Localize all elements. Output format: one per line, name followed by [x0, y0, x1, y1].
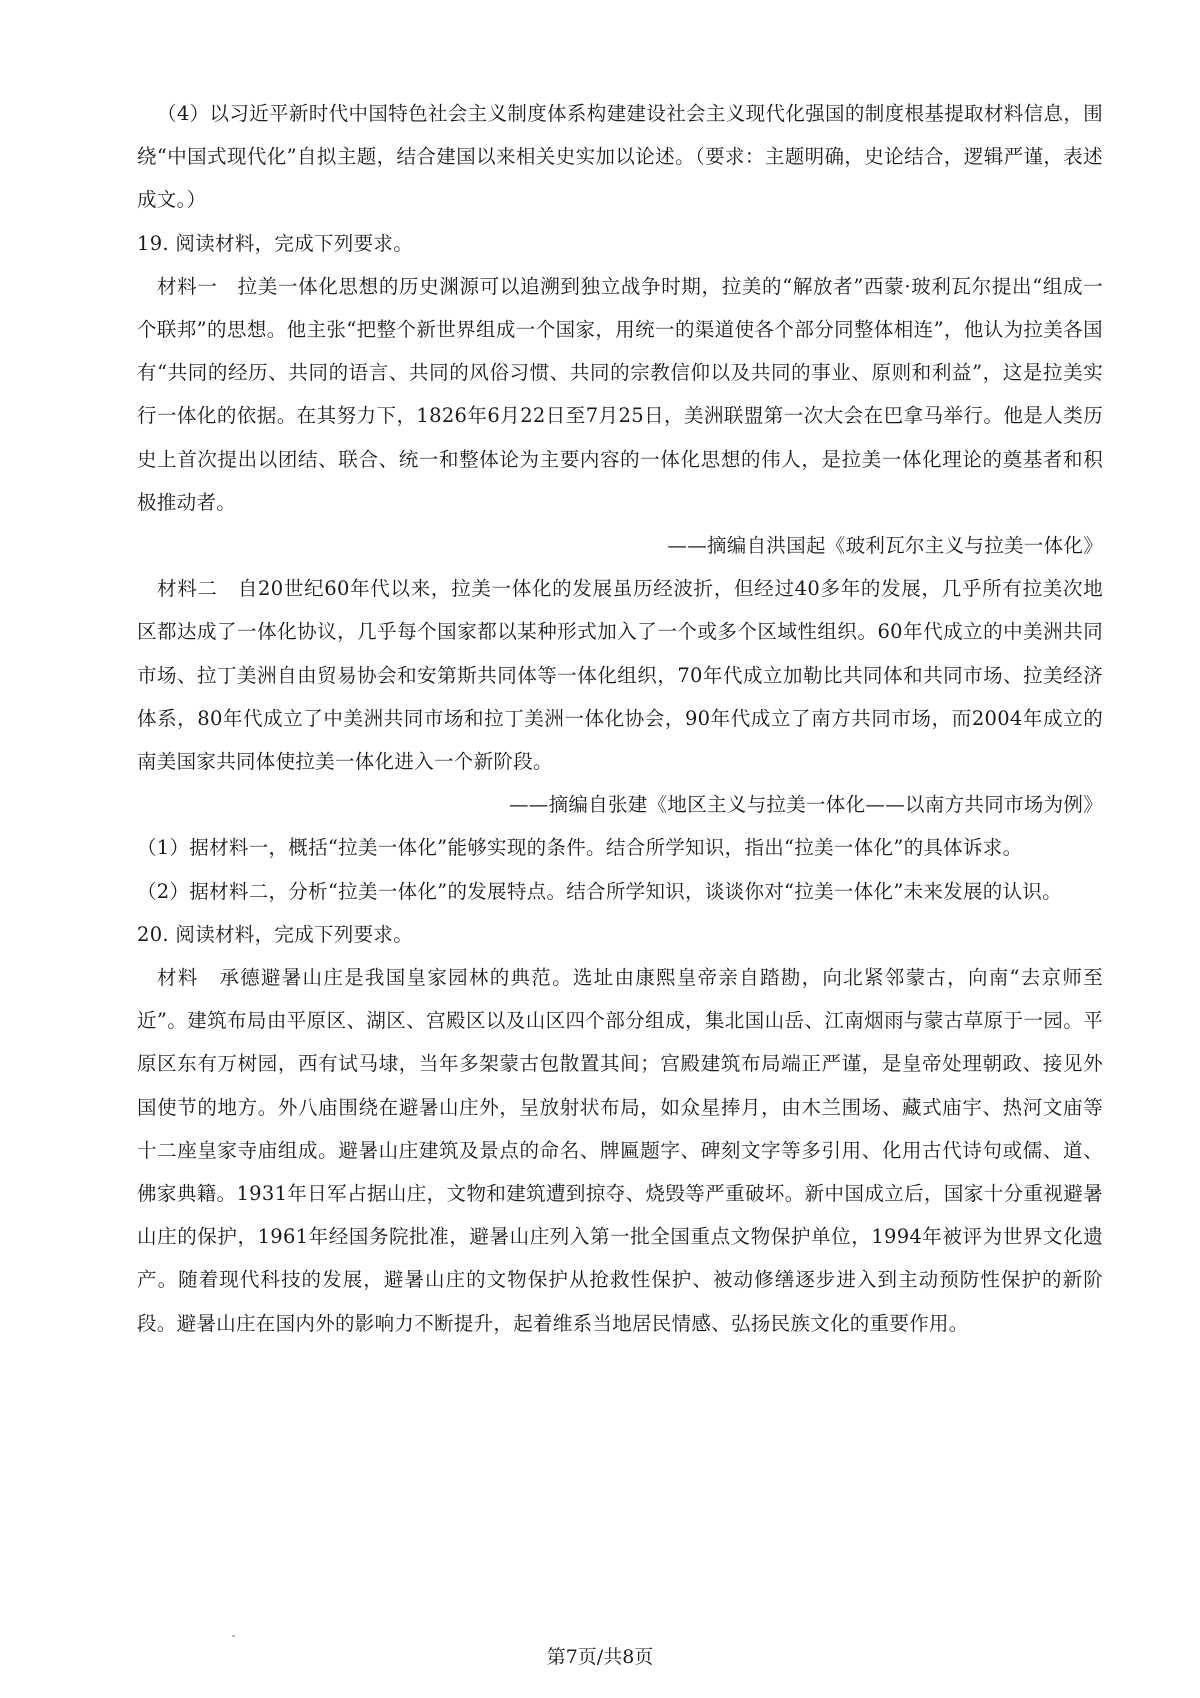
- q19-source2: ——摘编自张建《地区主义与拉美一体化——以南方共同市场为例》: [509, 793, 1103, 817]
- q19-heading: 19. 阅读材料，完成下列要求。: [137, 231, 414, 255]
- q19-source1: ——摘编自洪国起《玻利瓦尔主义与拉美一体化》: [667, 534, 1103, 558]
- scan-speck: [232, 1635, 235, 1637]
- page-content: [137, 92, 1103, 1345]
- q19-question1: （1）据材料一，概括“拉美一体化”能够实现的条件。结合所学知识，指出“拉美一体化”的具体诉求。: [137, 836, 1023, 860]
- q20-material: 材料 承德避暑山庄是我国皇家园林的典范。选址由康熙皇帝亲自踏勘，向北紧邻蒙古，向南“去京师至近”。建筑布局由平原区、湖区、宫殿区以及山区四个部分组成，集北国山岳、江南烟雨与蒙古草原于一园。平原区东有万树园，西有试马埭，当年多架蒙古包散置其间；宫殿建筑布局端正严谨，是皇帝处理朝政、接见外国使节的地方。外八庙围绕在避暑山庄外，呈放射状布局，如众星捧月，由木兰围场、藏式庙宇、热河文庙等十二座皇家寺庙组成。避暑山庄建筑及景点的命名、牌匾题字、碑刻文字等多引用、化用古代诗句或儒、道、佛家典籍。1931年日军占据山庄，文物和建筑遭到掠夺、烧毁等严重破坏。新中国成立后，国家十分重视避暑山庄的保护，1961年经国务院批准，避暑山庄列入第一批全国重点文物保护单位，1994年被评为世界文化遗产。随着现代科技的发展，避暑山庄的文物保护从抢救性保护、被动修缮逐步进入到主动预防性保护的新阶段。避暑山庄在国内外的影响力不断提升，起着维系当地居民情感、弘扬民族文化的重要作用。: [137, 966, 1103, 1335]
- q19-material1: 材料一 拉美一体化思想的历史渊源可以追溯到独立战争时期，拉美的“解放者”西蒙·玻利瓦尔提出“组成一个联邦”的思想。他主张“把整个新世界组成一个国家，用统一的渠道使各个部分同整体相连”，他认为拉美各国有“共同的经历、共同的语言、共同的风俗习惯、共同的宗教信仰以及共同的事业、原则和利益”，这是拉美实行一体化的依据。在其努力下，1826年6月22日至7月25日，美洲联盟第一次大会在巴拿马举行。他是人类历史上首次提出以团结、联合、统一和整体论为主要内容的一体化思想的伟人，是拉美一体化理论的奠基者和积极推动者。: [137, 274, 1103, 514]
- q20-heading: 20. 阅读材料，完成下列要求。: [137, 922, 414, 946]
- q19-material2: 材料二 自20世纪60年代以来，拉美一体化的发展虽历经波折，但经过40多年的发展，几乎所有拉美次地区都达成了一体化协议，几乎每个国家都以某种形式加入了一个或多个区域性组织。60年代成立的中美洲共同市场、拉丁美洲自由贸易协会和安第斯共同体等一体化组织，70年代成立加勒比共同体和共同市场、拉美经济体系，80年代成立了中美洲共同市场和拉丁美洲一体化协会，90年代成立了南方共同市场，而2004年成立的南美国家共同体使拉美一体化进入一个新阶段。: [137, 577, 1103, 774]
- page-number: 第7页/共8页: [546, 1646, 654, 1668]
- q18-item4: （4）以习近平新时代中国特色社会主义制度体系构建建设社会主义现代化强国的制度根基提取材料信息，围绕“中国式现代化”自拟主题，结合建国以来相关史实加以论述。（要求：主题明确，史论结合，逻辑严谨，表述成文。）: [137, 102, 1103, 212]
- q19-question2: （2）据材料二，分析“拉美一体化”的发展特点。结合所学知识，谈谈你对“拉美一体化”未来发展的认识。: [137, 879, 1062, 903]
